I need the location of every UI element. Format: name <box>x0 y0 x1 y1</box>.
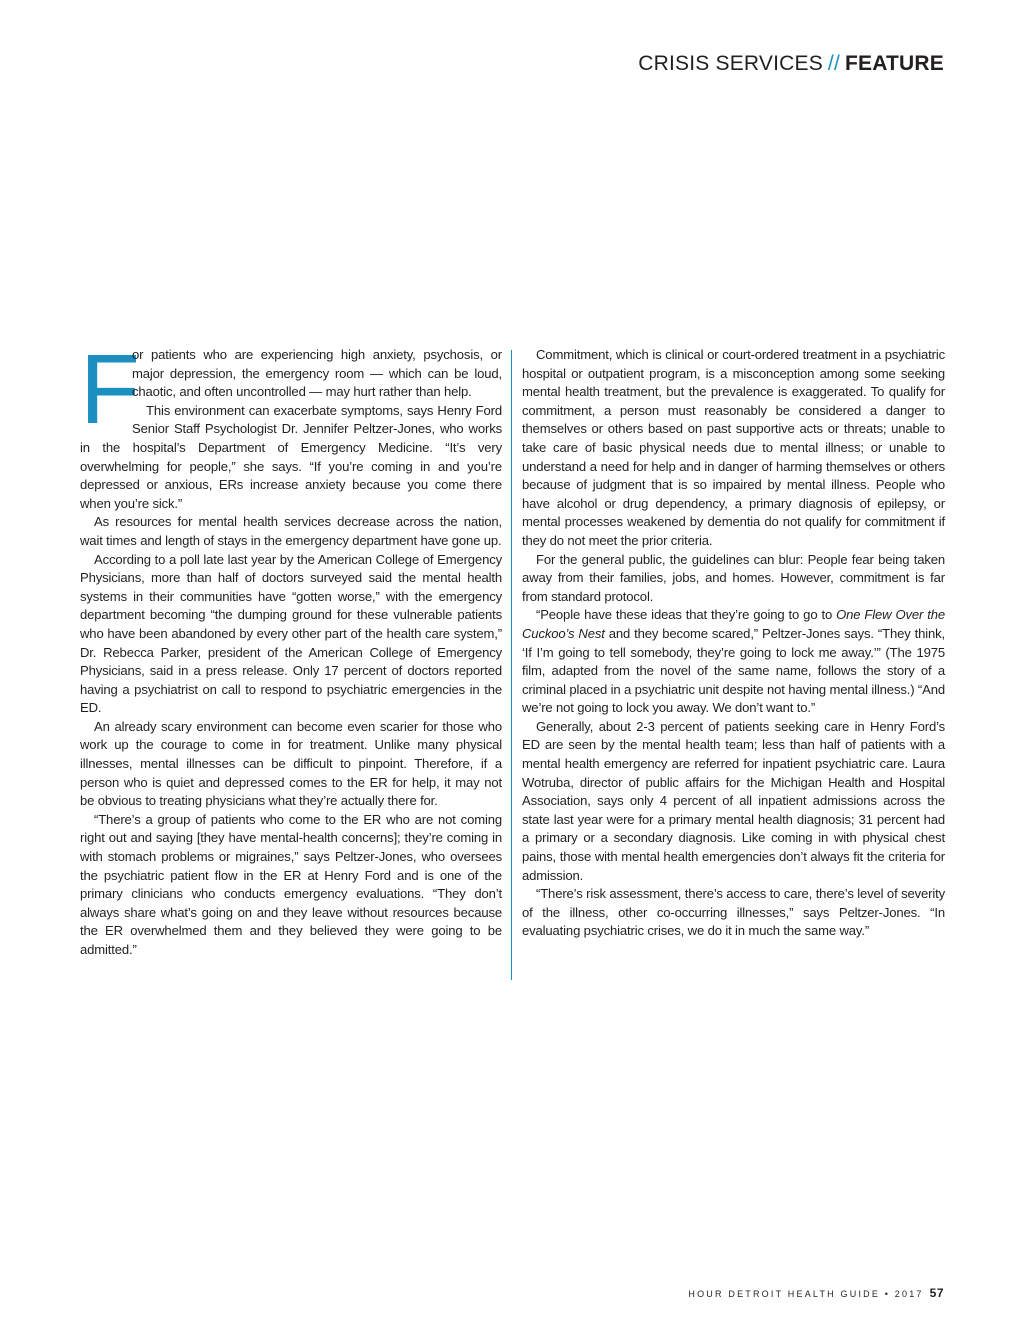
section-label: CRISIS SERVICES <box>638 52 823 75</box>
article-paragraph: According to a poll late last year by the American College of Emergency Physicians, more than half of doctors surveyed said the mental health systems in their communities have “gotten worse,” with the emergency department becoming “the dumping ground for these vulnerable patients who have been abandoned by every other part of the health care system,” Dr. Rebecca Parker, president of the American College of Emergency Physicians, said in a press release. Only 17 percent of doctors reported having a psychiatrist on call to respond to psychiatric emergencies in the ED. <box>80 551 502 716</box>
publication-name: HOUR DETROIT HEALTH GUIDE • 2017 <box>688 1289 924 1299</box>
page-number: 57 <box>929 1286 944 1300</box>
article-paragraph: “People have these ideas that they’re going to go to One Flew Over the Cuckoo’s Nest and they become scared,” Peltzer-Jones says. “They think, ‘If I’m going to tell somebody, they’re going to lock me away.’” (The 1975 film, adapted from the novel of the same name, follows the story of a criminal placed in a psychiatric unit despite not having mental illness.) “And we’re not going to lock you away. We don’t want to.” <box>522 607 945 716</box>
article-paragraph: For the general public, the guidelines can blur: People fear being taken away from their families, jobs, and homes. However, commitment is far from standard protocol. <box>522 551 945 604</box>
section-separator: // <box>827 52 840 75</box>
article-paragraph: An already scary environment can become even scarier for those who work up the courage to come in for treatment. Unlike many physical illnesses, mental illnesses can be difficult to pinpoint. Therefore, if a person who is quiet and depressed comes to the ER for help, it may not be obvious to treating physicians what they’re actually there for. <box>80 718 502 809</box>
article-paragraph: Commitment, which is clinical or court-ordered treatment in a psychiatric hospital or outpatient program, is a misconception among some seeking mental health treatment, but the prevalence is exaggerated. To qualify for commitment, a person must reasonably be considered a danger to themselves or others based on past supportive acts or threats; unable to take care of basic physical needs due to mental illness; or unable to understand a need for help and in danger of harming themselves or others because of judgment that is so impaired by mental illness. People who have alcohol or drug dependency, a primary diagnosis of epilepsy, or mental processes weakened by dementia do not qualify for commitment if they do not meet the prior criteria. <box>522 347 945 548</box>
article-paragraph: As resources for mental health services decrease across the nation, wait times and length of stays in the emergency department have gone up. <box>80 514 502 548</box>
column-divider <box>511 350 512 980</box>
article-column-right <box>522 346 945 941</box>
article-paragraph: F or patients who are experiencing high anxiety, psychosis, or major depression, the emergency room — which can be loud, chaotic, and often uncontrolled — may hurt rather than help. <box>80 334 502 444</box>
article-paragraph: “There’s risk assessment, there’s access to care, there’s level of severity of the illness, other co-occurring illnesses,” says Peltzer-Jones. “In evaluating psychiatric crises, we do it in much the same way.” <box>522 886 945 939</box>
feature-label: FEATURE <box>844 52 944 75</box>
article-paragraph: Generally, about 2-3 percent of patients seeking care in Henry Ford’s ED are seen by the mental health team; less than half of patients with a mental health emergency are referred for inpatient psychiatric care. Laura Wotruba, director of public affairs for the Michigan Health and Hospital Association, says only 4 percent of all inpatient admissions across the state last year were for a primary mental health diagnosis; 31 percent had a primary or a secondary diagnosis. Like coming in with physical chest pains, those with mental health emergencies don’t always fit the criteria for admission. <box>522 718 945 883</box>
article-paragraph: This environment can exacerbate symptoms, says Henry Ford Senior Staff Psychologist Dr. Jennifer Peltzer-Jones, who works in the hospital’s Department of Emergency Medicine. “It’s very overwhelming for people,” she says. “If you’re coming in and you’re depressed or anxious, ERs increase anxiety because you come there when you’re sick.” <box>80 402 502 511</box>
page-footer <box>688 1286 944 1300</box>
film-title: One Flew Over the Cuckoo’s Nest <box>522 607 945 641</box>
section-header <box>638 52 944 76</box>
drop-cap: F <box>80 334 140 444</box>
article-paragraph: “There’s a group of patients who come to the ER who are not coming right out and saying [they have mental-health concerns]; they’re coming in with stomach problems or migraines,” says Peltzer-Jones, who oversees the psychiatric patient flow in the ER at Henry Ford and is one of the primary clinicians who conducts emergency evaluations. “They don’t always share what’s going on and they leave without resources because the ER overwhelmed them and they believed they were going to be admitted.” <box>80 811 502 957</box>
article-column-left <box>80 334 502 960</box>
